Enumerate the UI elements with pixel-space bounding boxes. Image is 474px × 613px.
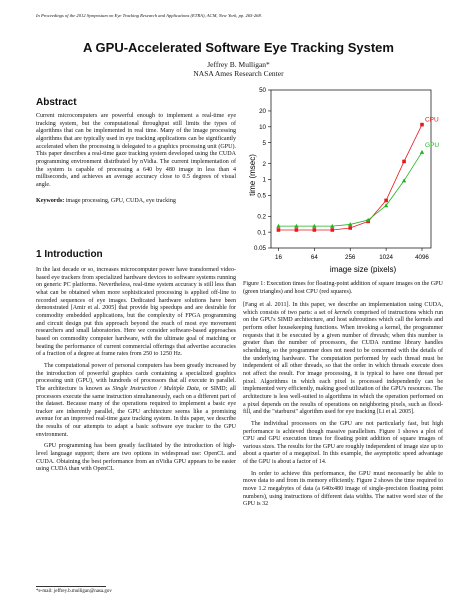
footnote-rule (36, 586, 106, 587)
y-tick-label: 1 (262, 176, 266, 184)
x-tick-label: 16 (275, 254, 282, 261)
cpu-point (384, 199, 388, 203)
right-paragraph-2: The individual processors on the GPU are not particularly fast, but high performance is achieved though massive parallelism. Figure 1 shows a plot of CPU and GPU execution times for floating point addition of square images of various sizes. The results for the GPU are roughly independent of image size up to about a quarter of a megapixel. In this example, the asymptotic speed advantage of the GPU is about a factor of 14. (243, 420, 443, 466)
affiliation: NASA Ames Research Center (193, 69, 284, 78)
cpu-series-line (278, 125, 422, 230)
x-tick-label: 1024 (379, 254, 393, 261)
gpu-series-line (278, 152, 422, 226)
cpu-point (330, 228, 334, 232)
y-axis-label: time (msec) (248, 154, 257, 196)
abstract-heading: Abstract (36, 97, 77, 108)
gpu-point (420, 150, 424, 154)
keywords (36, 198, 236, 206)
keywords-text: image processing, GPU, CUDA, eye tracking (64, 197, 176, 204)
right-column-body (243, 302, 443, 509)
intro-paragraph-2: The computational power of personal computers has been greatly increased by the introduction of powerful graphics cards containing a specialized graphics processing unit (GPU), with hundreds of processors that all execute in parallel. The architecture is known as Single Instruction / Multiple Data, or SIMD; all processors execute the same instruction simultaneously, each on a different part of the dataset. Because many of the operations required to implement a basic eye tracker are inherently parallel, the GPU architecture seems like a promising avenue for an improved real-time gaze tracking system. In this paper, we describe the results of our attempts to adapt a basic software eye tracker to the GPU environment. (36, 362, 236, 438)
cpu-point (402, 160, 406, 164)
right-paragraph-3: In order to achieve this performance, the GPU must necessarily be able to move data to and from its memory efficiently. Figure 2 shows the time required to move 1.2 megabytes of data (a 640x480 image of single-precision floating point numbers), using instructions of different data widths. The native word size of the GPU is 32 (243, 470, 443, 508)
abstract-text: Current microcomputers are powerful enough to implement a real-time eye tracking system, but the computational throughput still limits the types of algorithms that can be implemented in real time. Many of the image processing algorithms that are typically used in eye tracking applications can be significantly accelerated when the processing is delegated to a graphics processing unit (GPU). This paper describes a real-time gaze tracking system developed using the CUDA programming environment distributed by nVidia. The current implementation of the system is capable of processing a 640 by 480 image in less than 4 milliseconds, and achieves an average accuracy close to 0.5 degrees of visual angle. (36, 113, 236, 188)
footnote: *e-mail: jeffrey.b.mulligan@nasa.gov (36, 589, 112, 594)
simd-term: Single Instruction / Multiple Data (112, 385, 199, 392)
author-name: Jeffrey B. Mulligan* (207, 60, 270, 69)
gpu-series-label: GPU (424, 142, 440, 150)
y-tick-label: 10 (259, 124, 266, 132)
x-tick-label: 4096 (415, 254, 429, 261)
running-header: In Proceedings of the 2012 Symposium on Eye Tracking Research and Applications (ETRA), ACM, New York, pp. 265-268. (36, 13, 262, 18)
x-tick-label: 64 (310, 254, 318, 261)
y-tick-label: 20 (259, 108, 266, 116)
y-tick-label: 0.1 (257, 229, 266, 237)
y-tick-label: 0.2 (257, 213, 266, 221)
cpu-series-label: CPU (424, 116, 439, 124)
x-tick-label: 256 (345, 254, 356, 261)
x-axis-label: image size (pixels) (329, 265, 397, 274)
right-paragraph-1: [Fang et al. 2011]. In this paper, we describe an implementation using CUDA, which consists of two parts: a set of kernels comprised of instructions which run on the GPU's SIMD architecture, and host subroutines which call the kernels and perform other housekeeping functions. When invoking a kernel, the programmer requests that it be executed by a given number of threads; when this number is greater than the number of processors, the CUDA runtime library handles scheduling, so the programmer does not need to be concerned with the details of the underlying hardware. The computation performed by each thread must be independent of all other threads, so that the order in which threads execute does not affect the result. For image processing, it is typical to have one thread per pixel. Algorithms in which each pixel is processed independently can be implemented very efficiently, making good utilization of the GPU's resources. The architecture is less well-suited to algorithms in which the operation performed on a pixel depends on the results of operations on neighboring pixels, such as flood-fill, and the "starburst" algorithm used for eye tracking [Li et al. 2005]. (243, 302, 443, 416)
y-tick-label: 0.05 (253, 245, 266, 253)
y-tick-label: 5 (262, 139, 266, 147)
author-block (36, 60, 441, 78)
figure-1-caption: Figure 1: Execution times for floating-point addition of square images on the GPU (green triangles) and host CPU (red squares). (243, 281, 443, 295)
cpu-point (295, 228, 299, 232)
cpu-point (313, 228, 317, 232)
keywords-label: Keywords: (36, 197, 65, 204)
paper-title: A GPU-Accelerated Software Eye Tracking System (83, 40, 394, 55)
y-tick-label: 2 (262, 160, 266, 168)
y-tick-label: 50 (259, 87, 266, 95)
figure-1-chart (243, 80, 443, 276)
y-tick-label: 0.5 (257, 192, 266, 200)
introduction-body (36, 267, 236, 474)
introduction-heading: 1 Introduction (36, 249, 103, 260)
abstract-body (36, 113, 236, 205)
cpu-point (348, 226, 352, 230)
cpu-point (277, 228, 281, 232)
intro-paragraph-3: GPU programming has been greatly facilitated by the introduction of high-level language support; there are two options in widespread use: OpenCL and CUDA. Obtaining the best performance from an nVidia GPU appears to be easier using CUDA than with OpenCL (36, 443, 236, 473)
cpu-point (420, 123, 424, 127)
intro-paragraph-1: In the last decade or so, increases microcomputer power have transformed video-based eye trackers from specialized hardware devices to software systems running on generic PC platforms. Nevertheless, real-time system accuracy is still less than what can be obtained when more sophisticated processing is applied off-line to recorded sequences of eye images. Dedicated hardware solutions have been demonstrated [Amir et al. 2005] that provide big speedups and are desirable for commodity embedded applications, but the complexity of FPGA programming and circuit design put this approach beyond the reach of most eye movement researchers and small laboratories. Here we consider software-based approaches based on commodity computer hardware, with the ultimate goal of matching or beating the performance of current commercial offerings that advertise accuracies of a fraction of a degree at frame rates from 250 to 1250 Hz. (36, 267, 236, 358)
